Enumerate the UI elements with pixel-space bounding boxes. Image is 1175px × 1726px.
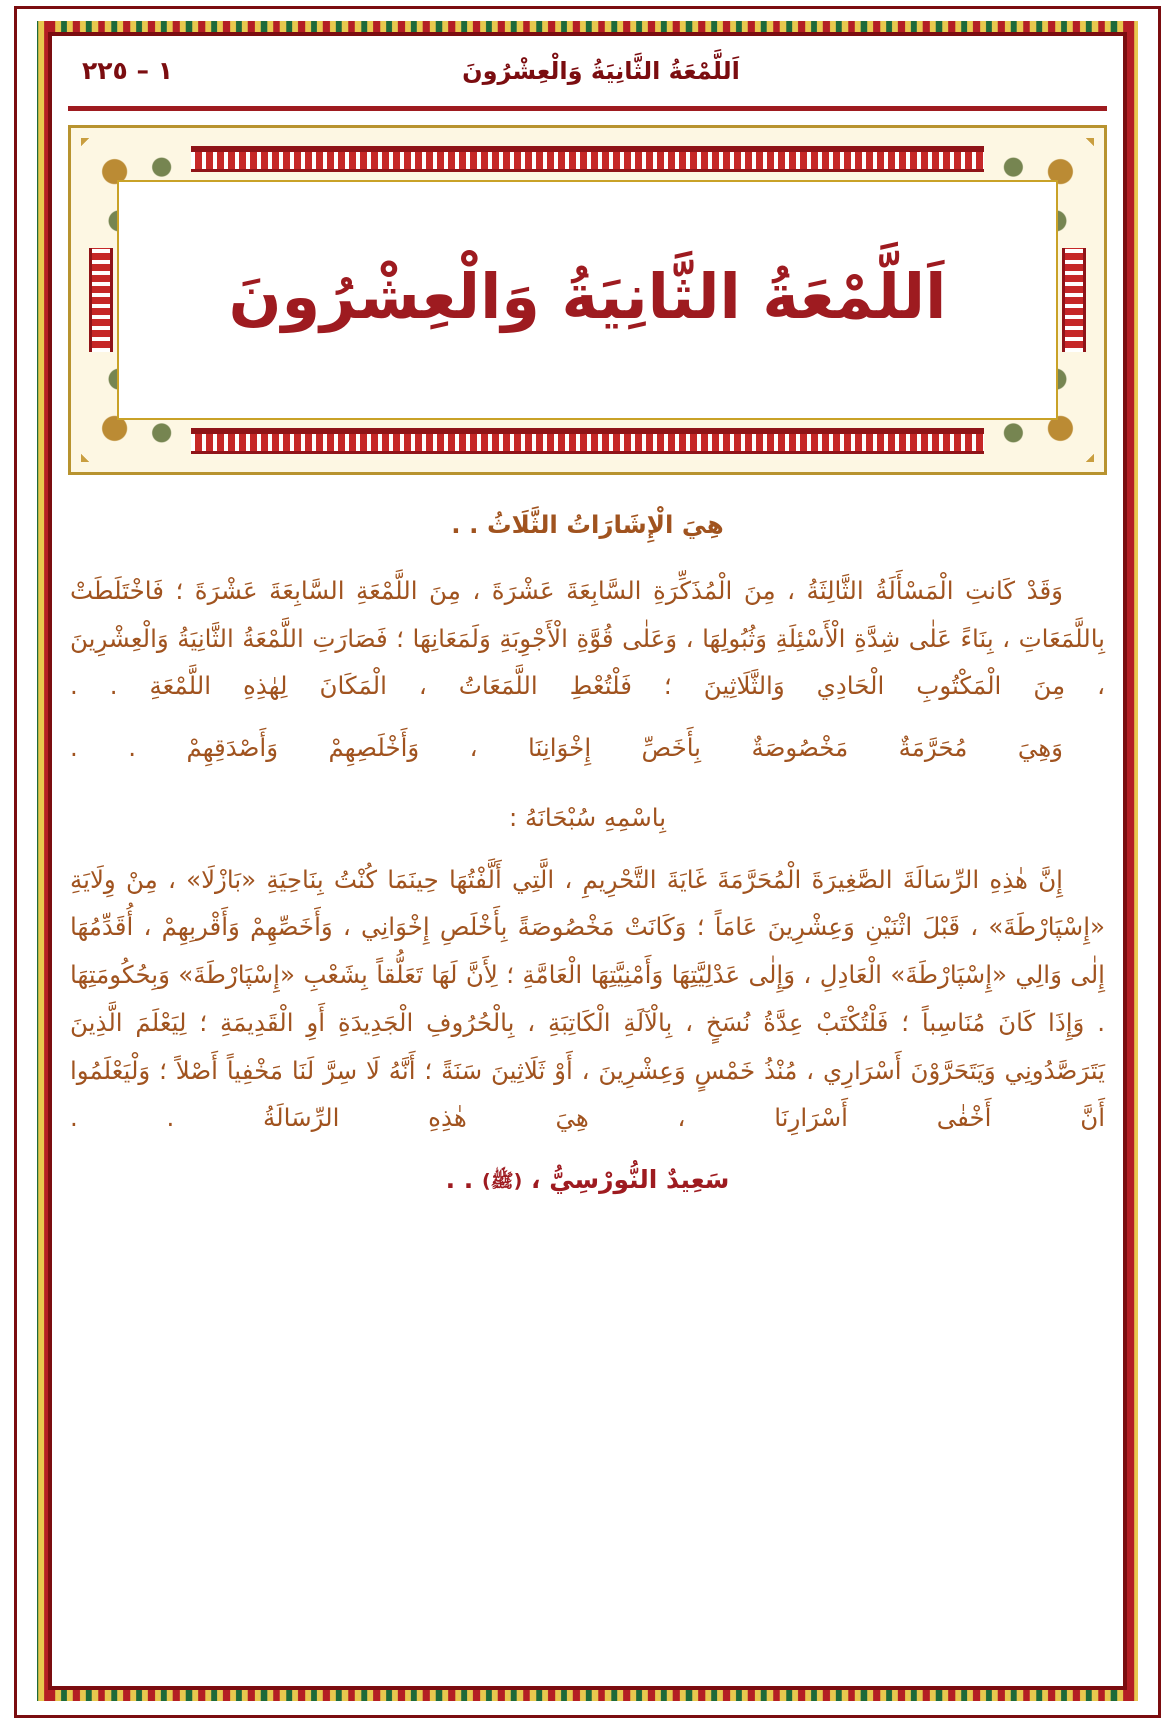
- page-header: [60, 56, 1115, 102]
- chapter-title: اَللَّمْعَةُ الثَّانِيَةُ وَالْعِشْرُونَ: [228, 259, 947, 333]
- paragraph-3: إِنَّ هٰذِهِ الرِّسَالَةَ الصَّغِيرَةَ الْمُحَرَّمَةَ غَايَةَ التَّحْرِيمِ ، الَّتِي أَلَّفْتُهَا حِينَمَا كُنْتُ بِنَاحِيَةِ «بَازْلَا» ، مِنْ وِلَايَةِ «إِسْپَارْطَةَ» ، قَبْلَ اثْنَيْنِ وَعِشْرِينَ عَامَاً ؛ وَكَانَتْ مَخْصُوصَةً بِأَخْلَصِ إِخْوَانِي ، وَأَخَصِّهِمْ وَأَقْربِهِمْ ، أُقَدِّمُهَا إِلٰى وَالِي «إِسْپَارْطَةَ» الْعَادِلِ ، وَإِلٰى عَدْلِيَّتِهَا وَأَمْنِيَّتِهَا الْعَامَّةِ ؛ لِأَنَّ لَهَا تَعَلُّقاً بِشَعْبِ «إِسْپَارْطَةَ» وَبِحُكُومَتِهَا . وَإِذَا كَانَ مُنَاسِباً ؛ فَلْتُكْتَبْ عِدَّةُ نُسَخٍ ، بِالْآلَةِ الْكَاتِبَةِ ، بِالْحُرُوفِ الْجَدِيدَةِ أَوِ الْقَدِيمَةِ ؛ لِيَعْلَمَ الَّذِينَ يَتَرَصَّدُونِي وَيَتَحَرَّوْنَ أَسْرَارِي ، مُنْذُ خَمْسٍ وَعِشْرِينَ ، أَوْ ثَلَاثِينَ سَنَةً ؛ أَنَّهُ لَا سِرَّ لَنَا مَخْفِياً أَصْلاً ؛ وَلْيَعْلَمُوا أَنَّ أَخْفٰى أَسْرَارِنَا ، هِيَ هٰذِهِ الرِّسَالَةُ . .: [70, 864, 1105, 1133]
- page-content: [60, 56, 1115, 1666]
- running-title: اَللَّمْعَةُ الثَّانِيَةُ وَالْعِشْرُونَ: [462, 57, 740, 85]
- signature-trailing: . .: [445, 1165, 482, 1195]
- author-name: سَعِيدٌ النُّورْسِيُّ ،: [522, 1165, 730, 1195]
- header-divider-rule: [68, 106, 1107, 111]
- author-signature: [70, 1156, 1105, 1205]
- page-number: ١ – ٢٢٥: [82, 56, 173, 85]
- title-inner-box: [117, 180, 1058, 420]
- ornament-band-left: [89, 248, 113, 352]
- paragraph-2: وَهِيَ مُحَرَّمَةٌ مَخْصُوصَةٌ بِأَخَصِّ إِخْوَانِنَا ، وَأَخْلَصِهِمْ وَأَصْدَقِهِمْ . .: [70, 733, 1063, 763]
- ornament-band-bottom: [191, 428, 984, 454]
- seal-icon: (ﷺ): [482, 1169, 523, 1192]
- paragraph-1: وَقَدْ كَانتِ الْمَسْأَلَةُ الثَّالِثَةُ ، مِنَ الْمُذَكِّرَةِ السَّابِعَةَ عَشْرَةَ ، مِنَ اللَّمْعَةِ السَّابِعَةَ عَشْرَةَ ؛ فَاخْتَلَطَتْ بِاللَّمَعَاتِ ، بِنَاءً عَلٰى شِدَّةِ الْأَسْئِلَةِ وَثُبُولِهَا ، وَعَلٰى قُوَّةِ الْأَجْوِبَةِ وَلَمَعَانِهَا ؛ فَصَارَتِ اللَّمْعَةُ الثَّانِيَةُ وَالْعِشْرِينَ ، مِنَ الْمَكْتُوبِ الْحَادِي وَالثَّلَاثِينَ ؛ فَلْتُعْطِ اللَّمَعَاتُ ، الْمَكَانَ لِهٰذِهِ اللَّمْعَةِ . .: [70, 575, 1105, 701]
- basmala-line: بِاسْمِهِ سُبْحَانَهُ :: [508, 802, 667, 832]
- section-heading: هِيَ الْإِشَارَاتُ الثَّلَاثُ . .: [451, 510, 724, 539]
- ornament-band-top: [191, 146, 984, 172]
- body-text: [70, 501, 1105, 1205]
- ornament-band-right: [1062, 248, 1086, 352]
- ornamental-title-panel: [68, 125, 1107, 475]
